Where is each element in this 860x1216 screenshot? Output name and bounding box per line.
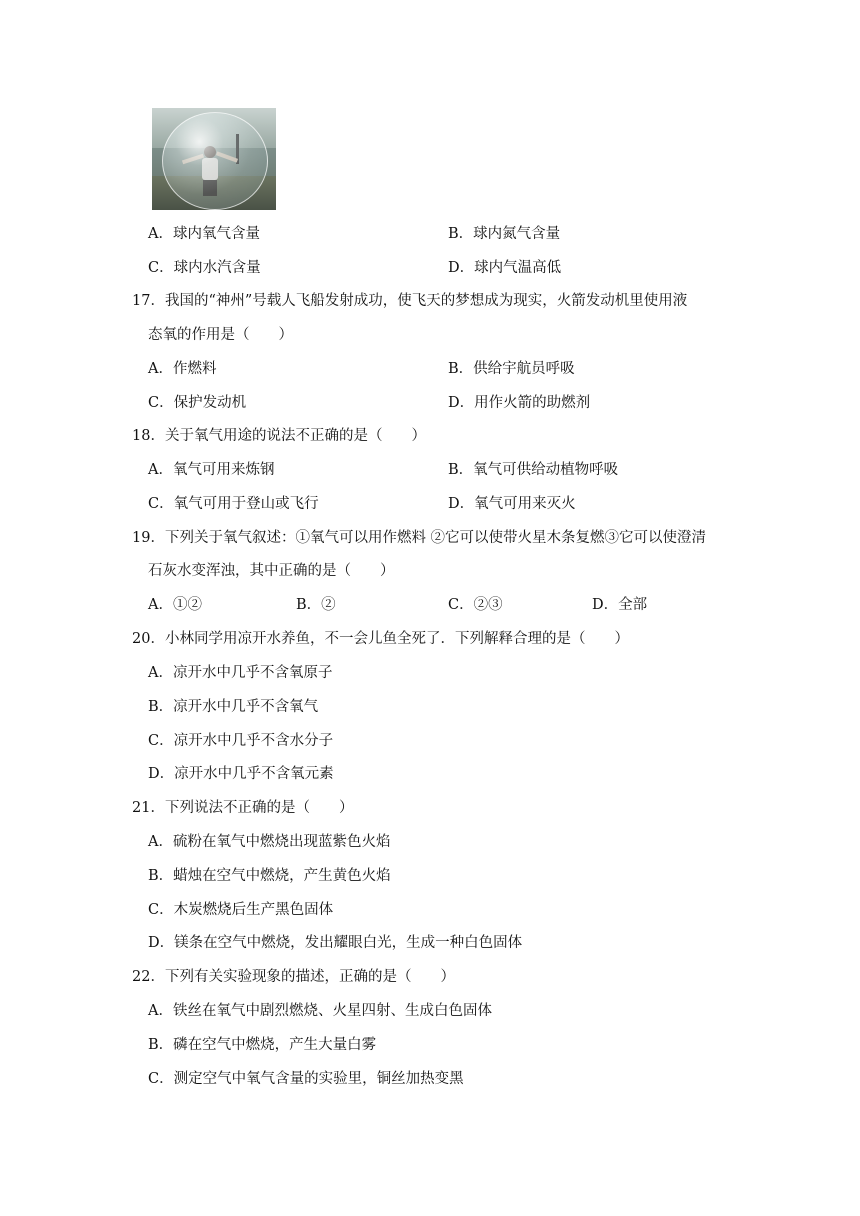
q17-option-d[interactable]: D．用作火箭的助燃剂 [448, 395, 591, 411]
q18-stem: 18．关于氧气用途的说法不正确的是（ ） [132, 428, 426, 444]
q20-option-a[interactable]: A．凉开水中几乎不含氧原子 [148, 665, 333, 681]
q20-option-c[interactable]: C．凉开水中几乎不含水分子 [148, 733, 334, 749]
q17-stem-line1: 17．我国的“神州”号载人飞船发射成功，使飞天的梦想成为现实，火箭发动机里使用液 [132, 293, 688, 309]
q21-option-a[interactable]: A．硫粉在氧气中燃烧出现蓝紫色火焰 [148, 834, 391, 850]
q17-option-c[interactable]: C．保护发动机 [148, 395, 247, 411]
q19-stem-line2: 石灰水变浑浊，其中正确的是（ ） [148, 563, 395, 579]
q19-option-b[interactable]: B．② [296, 597, 336, 613]
q20-stem: 20．小林同学用凉开水养鱼，不一会儿鱼全死了．下列解释合理的是（ ） [132, 631, 629, 647]
q17-option-b[interactable]: B．供给宇航员呼吸 [448, 361, 575, 377]
q18-option-b[interactable]: B．氧气可供给动植物呼吸 [448, 462, 619, 478]
water-ball-photo [152, 108, 276, 210]
q22-option-a[interactable]: A．铁丝在氧气中剧烈燃烧、火星四射、生成白色固体 [148, 1003, 492, 1019]
q17-option-a[interactable]: A．作燃料 [148, 361, 217, 377]
q21-option-c[interactable]: C．木炭燃烧后生产黑色固体 [148, 902, 334, 918]
q18-option-c[interactable]: C．氧气可用于登山或飞行 [148, 496, 319, 512]
q19-option-c[interactable]: C．②③ [448, 597, 503, 613]
q16-option-b[interactable]: B．球内氮气含量 [448, 226, 561, 242]
q17-stem-line2: 态氧的作用是（ ） [148, 327, 293, 343]
q22-option-b[interactable]: B．磷在空气中燃烧，产生大量白雾 [148, 1037, 377, 1053]
q16-option-a[interactable]: A．球内氧气含量 [148, 226, 260, 242]
q22-option-c[interactable]: C．测定空气中氧气含量的实验里，铜丝加热变黑 [148, 1071, 464, 1087]
q19-option-a[interactable]: A．①② [148, 597, 202, 613]
q16-option-c[interactable]: C．球内水汽含量 [148, 260, 261, 276]
q19-option-d[interactable]: D．全部 [592, 597, 648, 613]
q21-option-b[interactable]: B．蜡烛在空气中燃烧，产生黄色火焰 [148, 868, 391, 884]
q22-stem: 22．下列有关实验现象的描述，正确的是（ ） [132, 969, 455, 985]
q20-option-d[interactable]: D．凉开水中几乎不含氧元素 [148, 766, 334, 782]
q18-option-a[interactable]: A．氧气可用来炼钢 [148, 462, 275, 478]
q19-stem-line1: 19．下列关于氧气叙述：①氧气可以用作燃料 ②它可以使带火星木条复燃③它可以使澄清 [132, 530, 707, 546]
q18-option-d[interactable]: D．氧气可用来灭火 [448, 496, 576, 512]
q16-option-d[interactable]: D．球内气温高低 [448, 260, 562, 276]
q21-option-d[interactable]: D．镁条在空气中燃烧，发出耀眼白光，生成一种白色固体 [148, 935, 523, 951]
q21-stem: 21．下列说法不正确的是（ ） [132, 800, 354, 816]
q20-option-b[interactable]: B．凉开水中几乎不含氧气 [148, 699, 319, 715]
